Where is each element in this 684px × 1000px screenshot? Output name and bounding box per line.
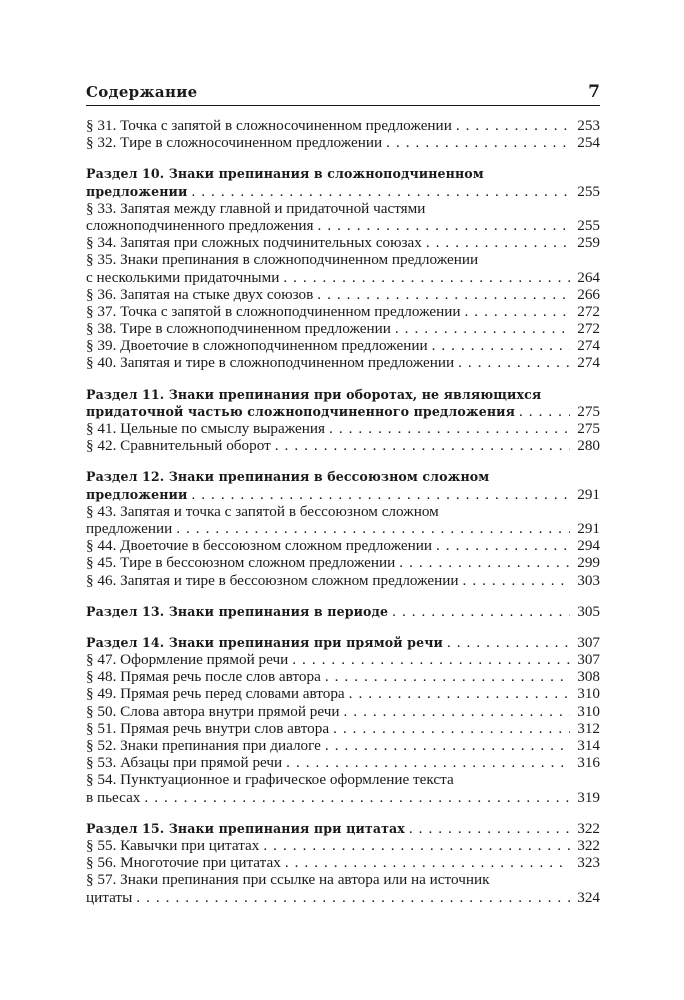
toc-item-entry: [86, 134, 600, 151]
dot-leader: [321, 737, 570, 754]
dot-leader: [325, 420, 570, 437]
paragraph-title: в пьесах: [86, 788, 141, 806]
toc-line: [86, 337, 600, 354]
dot-leader: [428, 337, 570, 354]
dot-leader: [259, 837, 570, 854]
paragraph-title: предложении: [86, 519, 173, 537]
toc-page-number: 307: [577, 651, 600, 669]
toc-section-entry: [86, 386, 600, 420]
toc-page-number: 323: [577, 854, 600, 872]
toc-line: [86, 320, 600, 337]
toc-line: [86, 303, 600, 320]
paragraph-title: § 47. Оформление прямой речи: [86, 651, 289, 669]
dot-leader: [321, 668, 570, 685]
toc-page-number: 291: [577, 519, 600, 537]
toc-item-entry: [86, 572, 600, 589]
dot-leader: [454, 354, 570, 371]
toc-line: [86, 234, 600, 251]
toc-page-number: 316: [577, 754, 600, 772]
table-of-contents: [86, 117, 600, 906]
toc-line: [86, 572, 600, 589]
toc-page-number: 299: [577, 554, 600, 572]
paragraph-title: § 41. Цельные по смыслу выражения: [86, 420, 326, 437]
dot-leader: [140, 789, 570, 806]
toc-section-entry: [86, 468, 600, 502]
paragraph-title: § 55. Кавычки при цитатах: [86, 836, 260, 854]
running-header-title: Содержание: [86, 83, 198, 101]
toc-line: [86, 889, 600, 906]
toc-item-entry: [86, 503, 600, 537]
toc-line: [86, 200, 600, 217]
dot-leader: [271, 437, 570, 454]
paragraph-title: § 57. Знаки препинания при ссылке на автора или на источник: [86, 871, 490, 889]
toc-page-number: 255: [577, 216, 600, 234]
toc-page-number: 303: [577, 571, 600, 589]
toc-line: [86, 854, 600, 871]
toc-page-number: 314: [577, 737, 600, 754]
dot-leader: [405, 820, 570, 837]
toc-line: [86, 286, 600, 303]
toc-item-entry: [86, 303, 600, 320]
toc-item-entry: [86, 771, 600, 805]
toc-page-number: 294: [577, 537, 600, 555]
toc-item-entry: [86, 420, 600, 437]
toc-line: [86, 420, 600, 437]
section-title: предложении: [86, 486, 188, 502]
toc-item-entry: [86, 737, 600, 754]
paragraph-title: § 40. Запятая и тире в сложноподчиненном предложении: [86, 354, 455, 372]
toc-item-entry: [86, 117, 600, 134]
toc-line: [86, 837, 600, 854]
toc-item-entry: [86, 354, 600, 371]
paragraph-title: § 34. Запятая при сложных подчинительных союзах: [86, 234, 422, 252]
dot-leader: [282, 754, 570, 771]
toc-line: [86, 251, 600, 268]
running-header: [86, 82, 600, 106]
toc-line: [86, 537, 600, 554]
toc-line: [86, 720, 600, 737]
dot-leader: [461, 303, 570, 320]
toc-item-entry: [86, 703, 600, 720]
toc-group: [86, 386, 600, 455]
section-title: Раздел 11. Знаки препинания при оборотах, не являющихся: [86, 386, 542, 402]
toc-item-entry: [86, 871, 600, 905]
dot-leader: [288, 651, 570, 668]
toc-line: [86, 134, 600, 151]
toc-page-number: 310: [577, 685, 600, 703]
toc-line: [86, 634, 600, 651]
toc-page-number: 272: [577, 320, 600, 338]
paragraph-title: § 46. Запятая и тире в бессоюзном сложном предложении: [86, 571, 459, 589]
toc-line: [86, 183, 600, 200]
dot-leader: [432, 537, 570, 554]
toc-line: [86, 668, 600, 685]
toc-line: [86, 603, 600, 620]
toc-line: [86, 165, 600, 182]
toc-group: [86, 603, 600, 620]
toc-line: [86, 754, 600, 771]
toc-page-number: 266: [577, 285, 600, 303]
dot-leader: [187, 183, 570, 200]
paragraph-title: § 38. Тире в сложноподчиненном предложении: [86, 320, 391, 338]
toc-line: [86, 386, 600, 403]
paragraph-title: § 51. Прямая речь внутри слов автора: [86, 719, 330, 737]
toc-line: [86, 486, 600, 503]
toc-line: [86, 503, 600, 520]
toc-page-number: 319: [577, 788, 600, 806]
paragraph-title: § 43. Запятая и точка с запятой в бессоюзном сложном: [86, 502, 439, 520]
toc-page-number: 275: [577, 420, 600, 437]
toc-group: [86, 820, 600, 906]
paragraph-title: § 56. Многоточие при цитатах: [86, 854, 281, 872]
toc-group: [86, 468, 600, 588]
toc-line: [86, 554, 600, 571]
toc-line: [86, 403, 600, 420]
toc-line: [86, 269, 600, 286]
toc-page-number: 264: [577, 268, 600, 286]
toc-item-entry: [86, 554, 600, 571]
toc-page-number: 254: [577, 134, 600, 152]
toc-line: [86, 651, 600, 668]
dot-leader: [314, 217, 570, 234]
toc-line: [86, 437, 600, 454]
dot-leader: [395, 554, 570, 571]
paragraph-title: § 37. Точка с запятой в сложноподчиненном предложении: [86, 302, 461, 320]
paragraph-title: § 32. Тире в сложносочиненном предложении: [86, 134, 383, 152]
dot-leader: [382, 134, 570, 151]
toc-item-entry: [86, 651, 600, 668]
toc-group: [86, 117, 600, 151]
paragraph-title: § 36. Запятая на стыке двух союзов: [86, 285, 314, 303]
section-title: Раздел 10. Знаки препинания в сложноподчиненном: [86, 166, 484, 182]
section-title: Раздел 14. Знаки препинания при прямой речи: [86, 634, 443, 650]
toc-item-entry: [86, 337, 600, 354]
toc-item-entry: [86, 685, 600, 702]
dot-leader: [279, 269, 570, 286]
dot-leader: [459, 572, 570, 589]
toc-page-number: 291: [577, 485, 600, 503]
toc-item-entry: [86, 668, 600, 685]
toc-line: [86, 789, 600, 806]
toc-section-entry: [86, 634, 600, 651]
paragraph-title: § 52. Знаки препинания при диалоге: [86, 737, 321, 754]
toc-item-entry: [86, 537, 600, 554]
toc-page-number: 259: [577, 234, 600, 252]
toc-item-entry: [86, 754, 600, 771]
paragraph-title: § 49. Прямая речь перед словами автора: [86, 685, 345, 703]
dot-leader: [187, 486, 570, 503]
toc-group: [86, 165, 600, 371]
toc-line: [86, 685, 600, 702]
paragraph-title: сложноподчиненного предложения: [86, 216, 314, 234]
dot-leader: [345, 685, 570, 702]
section-title: Раздел 12. Знаки препинания в бессоюзном сложном: [86, 469, 490, 485]
toc-item-entry: [86, 286, 600, 303]
toc-page-number: 322: [577, 819, 600, 837]
toc-section-entry: [86, 820, 600, 837]
dot-leader: [172, 520, 570, 537]
toc-line: [86, 217, 600, 234]
toc-line: [86, 468, 600, 485]
dot-leader: [515, 403, 570, 420]
paragraph-title: § 42. Сравнительный оборот: [86, 437, 271, 455]
section-title: придаточной частью сложноподчиненного предложения: [86, 403, 515, 419]
section-title: Раздел 15. Знаки препинания при цитатах: [86, 820, 405, 836]
toc-page-number: 280: [577, 437, 600, 455]
toc-page-number: 312: [577, 719, 600, 737]
dot-leader: [391, 320, 570, 337]
dot-leader: [452, 117, 570, 134]
paragraph-title: § 35. Знаки препинания в сложноподчиненном предложении: [86, 251, 479, 269]
paragraph-title: § 50. Слова автора внутри прямой речи: [86, 702, 340, 720]
toc-page-number: 324: [577, 888, 600, 906]
toc-line: [86, 354, 600, 371]
toc-item-entry: [86, 251, 600, 285]
toc-section-entry: [86, 165, 600, 199]
paragraph-title: § 45. Тире в бессоюзном сложном предложении: [86, 554, 396, 572]
page-number: 7: [588, 82, 600, 102]
toc-page-number: 308: [577, 668, 600, 686]
toc-page-number: 253: [577, 117, 600, 134]
paragraph-title: цитаты: [86, 888, 133, 906]
toc-page-number: 255: [577, 182, 600, 200]
dot-leader: [422, 234, 570, 251]
toc-line: [86, 737, 600, 754]
toc-page-number: 310: [577, 702, 600, 720]
book-page: [86, 82, 600, 906]
dot-leader: [443, 634, 570, 651]
toc-item-entry: [86, 200, 600, 234]
dot-leader: [339, 703, 570, 720]
toc-line: [86, 520, 600, 537]
paragraph-title: § 31. Точка с запятой в сложносочиненном предложении: [86, 117, 452, 134]
paragraph-title: § 44. Двоеточие в бессоюзном сложном предложении: [86, 537, 433, 555]
section-title: предложении: [86, 183, 188, 199]
toc-page-number: 275: [577, 402, 600, 420]
dot-leader: [281, 854, 570, 871]
paragraph-title: § 33. Запятая между главной и придаточной частями: [86, 199, 426, 217]
toc-section-entry: [86, 603, 600, 620]
dot-leader: [132, 889, 570, 906]
toc-item-entry: [86, 854, 600, 871]
toc-line: [86, 871, 600, 888]
toc-line: [86, 820, 600, 837]
paragraph-title: с несколькими придаточными: [86, 268, 280, 286]
toc-page-number: 272: [577, 302, 600, 320]
toc-item-entry: [86, 837, 600, 854]
toc-item-entry: [86, 720, 600, 737]
dot-leader: [313, 286, 570, 303]
toc-page-number: 274: [577, 354, 600, 372]
toc-line: [86, 703, 600, 720]
paragraph-title: § 48. Прямая речь после слов автора: [86, 668, 321, 686]
toc-line: [86, 771, 600, 788]
dot-leader: [388, 603, 570, 620]
toc-item-entry: [86, 320, 600, 337]
paragraph-title: § 54. Пунктуационное и графическое оформление текста: [86, 771, 454, 789]
dot-leader: [329, 720, 570, 737]
toc-group: [86, 634, 600, 806]
toc-item-entry: [86, 437, 600, 454]
section-title: Раздел 13. Знаки препинания в периоде: [86, 603, 389, 619]
toc-page-number: 307: [577, 633, 600, 651]
paragraph-title: § 53. Абзацы при прямой речи: [86, 754, 283, 772]
toc-page-number: 322: [577, 836, 600, 854]
toc-line: [86, 117, 600, 134]
toc-page-number: 305: [577, 602, 600, 620]
paragraph-title: § 39. Двоеточие в сложноподчиненном предложении: [86, 337, 428, 355]
toc-page-number: 274: [577, 337, 600, 355]
toc-item-entry: [86, 234, 600, 251]
